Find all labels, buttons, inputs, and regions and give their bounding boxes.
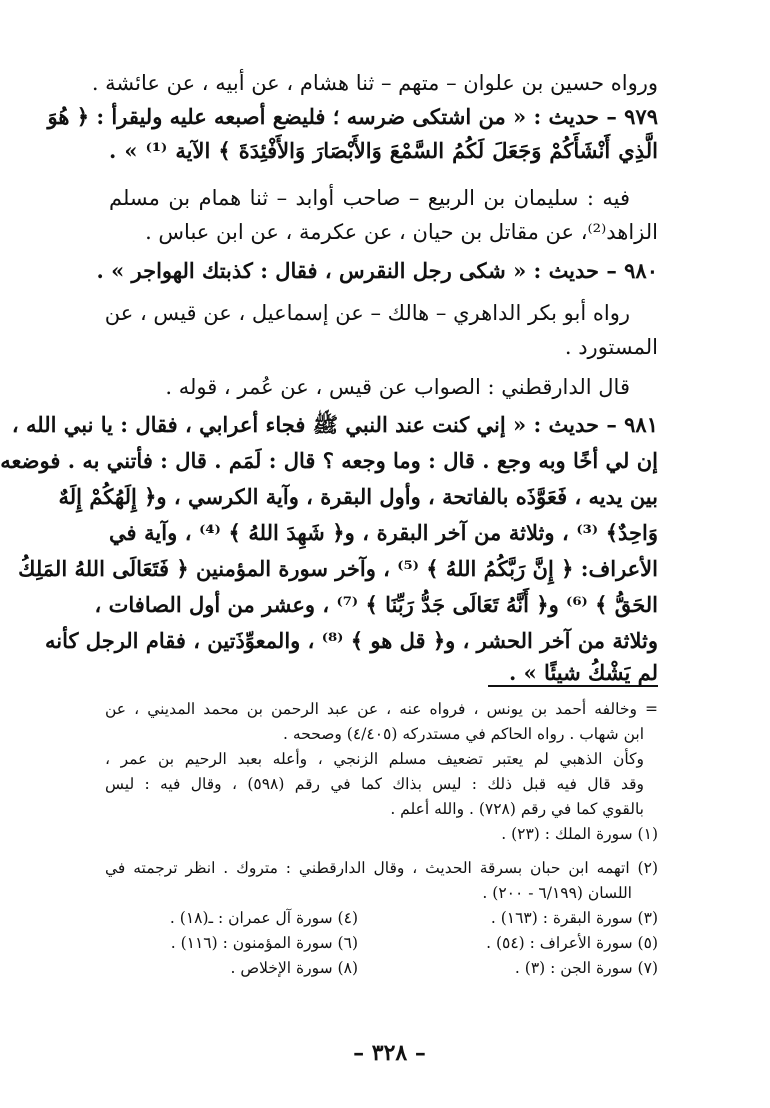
footnote-continuation: وكأن الذهبي لم يعتبر تضعيف مسلم الزنجي ، وأعله بعبد الرحيم بن عمر ، [105, 750, 644, 768]
footnote-4: (٤) سورة آل عمران : ـ(١٨) . [169, 909, 358, 927]
page-number: – ٣٢٨ – [353, 1040, 426, 1066]
text-line: قال الدارقطني : الصواب عن قيس ، عن عُمر ، قوله . [165, 375, 630, 399]
hadith-979-heading: ٩٧٩ – حديث : « من اشتكى ضرسه ؛ فليضع أصبعه عليه وليقرأ : ﴿ هُوَ [47, 104, 658, 129]
hadith-text-line: إن لي أخًا وبه وجع . قال : وما وجعه ؟ قال : لَمَم . قال : فأتني به . فوضعه [0, 448, 658, 473]
footnote-6: (٦) سورة المؤمنون : (١١٦) . [170, 934, 358, 952]
footnote-continuation: وقد قال فيه قبل ذلك : ليس بذاك كما في رقم (٥٩٨) ، وقال فيه : ليس [105, 775, 644, 793]
hadith-980-heading: ٩٨٠ – حديث : « شكى رجل النقرس ، فقال : كذبتك الهواجر » . [96, 258, 658, 283]
hadith-text-line: الأعراف: ﴿ إِنَّ رَبَّكُمُ اللهُ ﴾ ⁽⁵⁾ ، وآخر سورة المؤمنين ﴿ فَتَعَالَى اللهُ المَلِكُ [18, 556, 658, 581]
text-line: فيه : سليمان بن الربيع – صاحب أوابد – ثنا همام بن مسلم [109, 186, 630, 210]
text-line: المستورد . [564, 335, 658, 359]
text-line: رواه أبو بكر الداهري – هالك – عن إسماعيل ، عن قيس ، عن [104, 301, 630, 325]
footnote-separator [488, 685, 658, 687]
hadith-text-line: بين يديه ، فَعَوَّذَه بالفاتحة ، وأول البقرة ، وآية الكرسي ، و﴿ إِلَهُكُمْ إِلَهٌ [58, 484, 658, 509]
hadith-text-line: وَاحِدٌ﴾ ⁽³⁾ ، وثلاثة من آخر البقرة ، و﴿ شَهِدَ اللهُ ﴾ ⁽⁴⁾ ، وآية في [109, 520, 658, 545]
footnote-2-cont: اللسان (٦/١٩٩ - ٢٠٠) . [482, 884, 632, 902]
footnote-8: (٨) سورة الإخلاص . [230, 959, 358, 977]
hadith-text-line: وثلاثة من آخر الحشر ، و﴿ قل هو ﴾ ⁽⁸⁾ ، والمعوِّذَتين ، فقام الرجل كأنه [45, 628, 658, 653]
footnote-2: (٢) اتهمه ابن حبان بسرقة الحديث ، وقال الدارقطني : متروك . انظر ترجمته في [105, 859, 658, 877]
text-line: ورواه حسين بن علوان – متهم – ثنا هشام ، عن أبيه ، عن عائشة . [91, 71, 658, 95]
text-line: الزاهد⁽²⁾، عن مقاتل بن حيان ، عن عكرمة ، عن ابن عباس . [145, 220, 658, 244]
quran-verse-line: الَّذِي أَنْشَأَكُمْ وَجَعَلَ لَكُمُ السَّمْعَ وَالأَبْصَارَ وَالأَفْئِدَةَ ﴾ الآية ⁽¹⁾ » . [109, 138, 658, 163]
hadith-text-line: لم يَشْكُ شيئًا » . [509, 660, 658, 685]
footnote-continuation: بالقوي كما في رقم (٧٢٨) . والله أعلم . [390, 800, 644, 818]
hadith-text-line: الحَقُّ ﴾ ⁽⁶⁾ و﴿ أَنَّهُ تَعَالَى جَدُّ رَبِّنَا ﴾ ⁽⁷⁾ ، وعشر من أول الصافات ، [94, 592, 658, 617]
footnote-7: (٧) سورة الجن : (٣) . [514, 959, 658, 977]
footnote-continuation: = وخالفه أحمد بن يونس ، فرواه عنه ، عن عبد الرحمن بن محمد المديني ، عن [105, 700, 658, 718]
footnote-continuation: ابن شهاب . رواه الحاكم في مستدركه (٤/٤٠٥) وصححه . [283, 725, 644, 743]
hadith-981-heading: ٩٨١ – حديث : « إني كنت عند النبي ﷺ فجاء أعرابي ، فقال : يا نبي الله ، [11, 412, 658, 437]
footnote-3: (٣) سورة البقرة : (١٦٣) . [490, 909, 658, 927]
footnote-1: (١) سورة الملك : (٢٣) . [501, 825, 658, 843]
footnote-5: (٥) سورة الأعراف : (٥٤) . [486, 934, 658, 952]
